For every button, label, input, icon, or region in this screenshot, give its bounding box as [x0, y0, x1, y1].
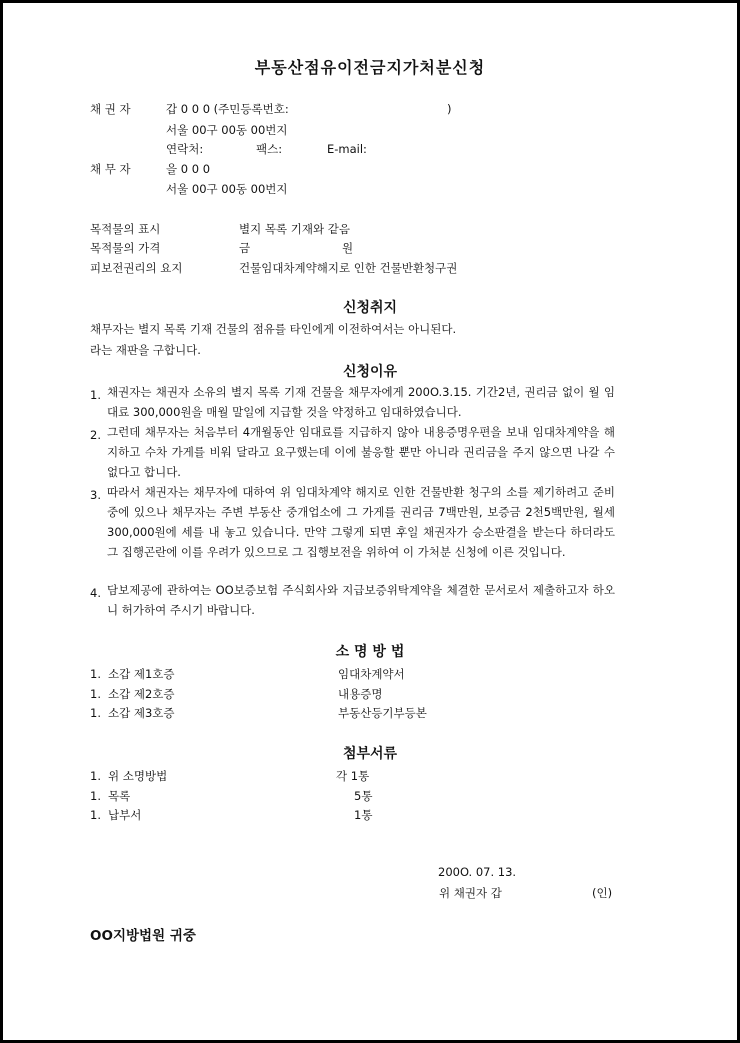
- object-price-suffix: 원: [342, 241, 354, 255]
- attachment-label: 목록: [108, 789, 131, 803]
- evidence-number: 1.: [90, 667, 101, 681]
- object-display-value: 별지 목록 기재와 같음: [239, 222, 350, 236]
- attachment-label: 위 소명방법: [108, 769, 168, 783]
- object-price-label: 목적물의 가격: [90, 241, 161, 255]
- debtor-address: 서울 00구 00동 00번지: [166, 182, 288, 196]
- creditor-label: 채 권 자: [90, 102, 131, 116]
- contact-label: 연락처:: [166, 142, 204, 156]
- seal-mark: (인): [592, 886, 613, 900]
- debtor-name: 을 0 0 0: [166, 162, 211, 176]
- evidence-value: 내용증명: [338, 687, 383, 701]
- reason-text: 담보제공에 관하여는 OO보증보험 주식회사와 지급보증위탁계약을 체결한 문서로서 제출하고자 하오니 허가하여 주시기 바랍니다.: [107, 583, 615, 617]
- attachment-number: 1.: [90, 789, 101, 803]
- debtor-label: 채 무 자: [90, 162, 131, 176]
- document-title: 부동산점유이전금지가처분신청: [254, 58, 486, 77]
- reason-text: 따라서 채권자는 채무자에 대하여 위 임대차계약 해지로 인한 건물반환 청구의 소를 제기하려고 준비중에 있으나 채무자는 주변 부동산 중개업소에 그 가게를 권리금 7백만원, 보증금 2천5백만원, 월세300,000원에 세를 내 놓고 있습니다. 만약 그렇게 되면 후일 채권자가 승소판결을 받는다 하더라도 그 집행곤란에 이를 우려가 있으므로 그 집행보전을 위하여 이 가처분 신청에 이른 것입니다.: [107, 485, 615, 559]
- email-label: E-mail:: [327, 142, 367, 156]
- preserved-right-label: 피보전권리의 요지: [90, 261, 183, 275]
- purpose-line-1: 채무자는 별지 목록 기재 건물의 점유를 타인에게 이전하여서는 아니된다.: [90, 322, 457, 336]
- signature-date: 200O. 07. 13.: [438, 865, 517, 879]
- court-addressee: OO지방법원 귀중: [90, 928, 196, 944]
- creditor-name: 갑 0 0 0 (주민등록번호:: [166, 102, 289, 116]
- signature-signer: 위 채권자 갑: [439, 886, 502, 900]
- attachment-value: 1통: [354, 808, 373, 822]
- evidence-heading: 소 명 방 법: [335, 644, 405, 660]
- evidence-number: 1.: [90, 706, 101, 720]
- evidence-value: 임대차계약서: [338, 667, 405, 681]
- evidence-label: 소갑 제1호증: [108, 667, 175, 681]
- reason-number: 3.: [90, 488, 101, 502]
- evidence-number: 1.: [90, 687, 101, 701]
- attachment-label: 납부서: [108, 808, 142, 822]
- purpose-heading: 신청취지: [342, 300, 398, 316]
- preserved-right-value: 건물임대차계약해지로 인한 건물반환청구권: [239, 261, 458, 275]
- evidence-label: 소갑 제2호증: [108, 687, 175, 701]
- purpose-line-2: 라는 재판을 구합니다.: [90, 343, 201, 357]
- reason-number: 1.: [90, 388, 101, 402]
- attachment-number: 1.: [90, 769, 101, 783]
- evidence-label: 소갑 제3호증: [108, 706, 175, 720]
- reason-text: 채권자는 채권자 소유의 별지 목록 기재 건물을 채무자에게 200O.3.15. 기간2년, 권리금 없이 월 임대료 300,000원을 매월 말일에 지급할 것을 약정하고 임대하였습니다.: [107, 385, 615, 419]
- attachment-value: 각 1통: [336, 769, 370, 783]
- object-price-prefix: 금: [239, 241, 251, 255]
- creditor-address: 서울 00구 00동 00번지: [166, 123, 288, 137]
- evidence-value: 부동산등기부등본: [338, 706, 427, 720]
- reasons-heading: 신청이유: [342, 364, 398, 380]
- attachment-number: 1.: [90, 808, 101, 822]
- reason-number: 2.: [90, 428, 101, 442]
- attachments-heading: 첨부서류: [342, 746, 398, 762]
- reason-number: 4.: [90, 586, 101, 600]
- reason-text: 그런데 채무자는 처음부터 4개월동안 임대료를 지급하지 않아 내용증명우편을 보내 임대차계약을 해지하고 수차 가게를 비워 달라고 요구했는데 이에 불응할 뿐만 아니라 권리금을 주지 않으면 나갈 수 없다고 합니다.: [107, 425, 615, 479]
- object-display-label: 목적물의 표시: [90, 222, 161, 236]
- attachment-value: 5통: [354, 789, 373, 803]
- fax-label: 팩스:: [256, 142, 283, 156]
- creditor-paren-close: ): [447, 102, 452, 116]
